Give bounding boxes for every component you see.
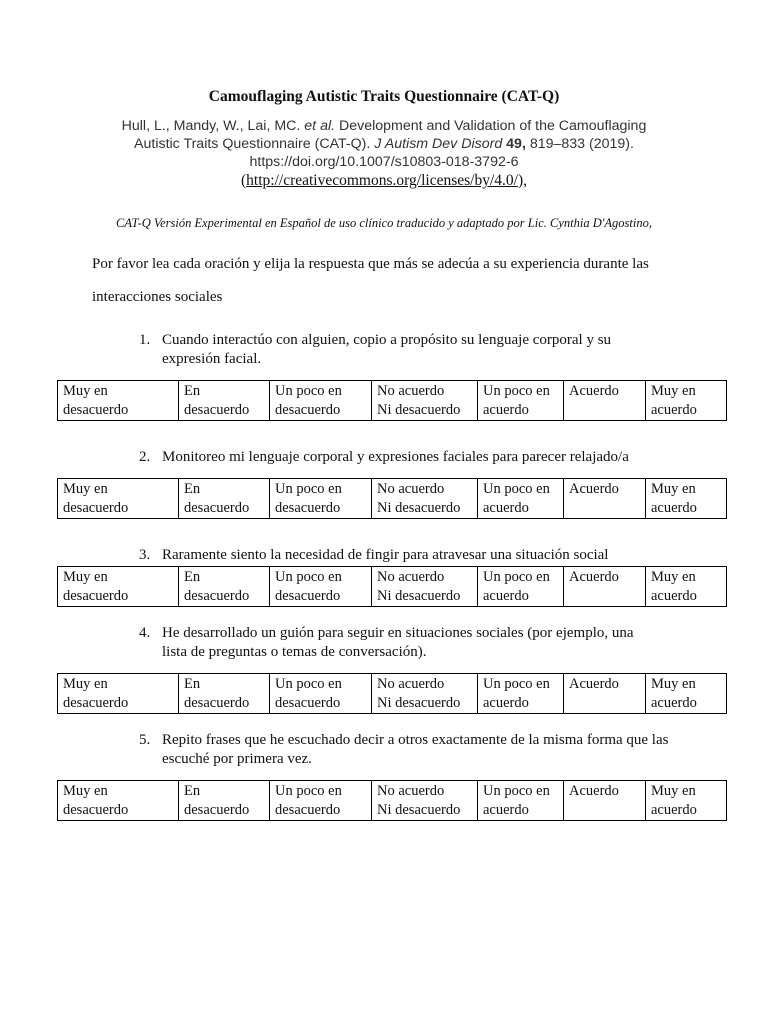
response-option-4[interactable] [372, 479, 478, 519]
option-label-line-2: acuerdo [651, 694, 697, 711]
citation-authors: Hull, L., Mandy, W., Lai, MC. [121, 118, 305, 134]
response-option-2[interactable] [179, 567, 270, 607]
option-label-line-1: No acuerdo [377, 569, 445, 585]
option-label-line-2: desacuerdo [184, 499, 250, 516]
response-option-6[interactable] [564, 674, 646, 714]
option-label-line-2: desacuerdo [184, 694, 250, 711]
response-option-6[interactable] [564, 781, 646, 821]
question-3 [139, 546, 679, 565]
response-option-5[interactable] [478, 674, 564, 714]
response-option-3[interactable] [270, 674, 372, 714]
license-line [60, 172, 708, 190]
question-number: 2. [139, 449, 151, 465]
response-option-2[interactable] [179, 479, 270, 519]
option-label-line-1: En [184, 383, 201, 399]
response-row [58, 567, 727, 607]
option-label-line-1: En [184, 783, 201, 799]
question-number: 3. [139, 547, 151, 563]
option-label-line-2: desacuerdo [63, 694, 129, 711]
option-label-line-2: Ni desacuerdo [377, 801, 461, 818]
option-label-line-1: No acuerdo [377, 676, 445, 692]
option-label-line-1: Acuerdo [569, 481, 619, 497]
option-label-line-1: Un poco en [483, 569, 550, 585]
option-label-line-1: Un poco en [483, 783, 550, 799]
question-4 [139, 624, 659, 662]
option-label-line-1: Muy en [651, 676, 696, 692]
option-label-line-2: desacuerdo [184, 401, 250, 418]
response-option-6[interactable] [564, 479, 646, 519]
response-option-4[interactable] [372, 567, 478, 607]
response-row [58, 674, 727, 714]
option-label-line-2: Ni desacuerdo [377, 499, 461, 516]
question-number: 1. [139, 332, 151, 348]
option-label-line-2: acuerdo [483, 587, 529, 604]
option-label-line-2: acuerdo [483, 801, 529, 818]
question-5 [139, 731, 669, 769]
option-label-line-2: acuerdo [483, 499, 529, 516]
option-label-line-1: Muy en [651, 783, 696, 799]
response-scale-2 [57, 478, 727, 519]
question-number: 5. [139, 732, 151, 748]
option-label-line-1: Muy en [63, 481, 108, 497]
question-text: Repito frases que he escuchado decir a otros exactamente de la misma forma que las escuché por primera vez. [162, 732, 669, 767]
option-label-line-1: Acuerdo [569, 569, 619, 585]
option-label-line-1: Muy en [63, 383, 108, 399]
option-label-line-1: En [184, 481, 201, 497]
response-option-7[interactable] [646, 781, 727, 821]
license-link[interactable]: http://creativecommons.org/licenses/by/4.0/ [246, 172, 518, 189]
response-option-1[interactable] [58, 381, 179, 421]
response-option-2[interactable] [179, 781, 270, 821]
response-option-7[interactable] [646, 674, 727, 714]
response-option-2[interactable] [179, 674, 270, 714]
citation-block [60, 117, 708, 190]
option-label-line-2: acuerdo [651, 499, 697, 516]
response-option-1[interactable] [58, 567, 179, 607]
option-label-line-2: desacuerdo [63, 801, 129, 818]
question-text: Monitoreo mi lenguaje corporal y expresiones faciales para parecer relajado/a [162, 449, 629, 465]
option-label-line-2: Ni desacuerdo [377, 694, 461, 711]
option-label-line-2: acuerdo [651, 801, 697, 818]
question-text: He desarrollado un guión para seguir en situaciones sociales (por ejemplo, una lista de preguntas o temas de conversación). [162, 625, 634, 660]
license-close: ), [517, 172, 527, 189]
option-label-line-2: desacuerdo [63, 587, 129, 604]
citation-line-1 [60, 117, 708, 135]
option-label-line-1: Un poco en [275, 481, 342, 497]
option-label-line-1: Un poco en [275, 569, 342, 585]
response-option-4[interactable] [372, 381, 478, 421]
option-label-line-1: En [184, 676, 201, 692]
response-option-6[interactable] [564, 567, 646, 607]
option-label-line-1: Un poco en [275, 783, 342, 799]
citation-journal: J Autism Dev Disord [374, 136, 503, 152]
option-label-line-1: Muy en [651, 383, 696, 399]
response-option-5[interactable] [478, 381, 564, 421]
option-label-line-1: Un poco en [275, 383, 342, 399]
citation-volume: 49, [502, 136, 526, 152]
option-label-line-1: Un poco en [483, 481, 550, 497]
response-row [58, 381, 727, 421]
option-label-line-2: desacuerdo [184, 587, 250, 604]
response-option-1[interactable] [58, 479, 179, 519]
response-option-3[interactable] [270, 567, 372, 607]
option-label-line-1: No acuerdo [377, 383, 445, 399]
option-label-line-1: Un poco en [275, 676, 342, 692]
document-title: Camouflaging Autistic Traits Questionnaire (CAT-Q) [208, 88, 560, 105]
option-label-line-1: Muy en [63, 783, 108, 799]
option-label-line-2: desacuerdo [184, 801, 250, 818]
response-option-1[interactable] [58, 781, 179, 821]
option-label-line-2: desacuerdo [275, 694, 341, 711]
option-label-line-2: desacuerdo [275, 401, 341, 418]
response-option-5[interactable] [478, 781, 564, 821]
response-option-6[interactable] [564, 381, 646, 421]
response-option-3[interactable] [270, 479, 372, 519]
citation-doi: https://doi.org/10.1007/s10803-018-3792-6 [249, 154, 519, 170]
option-label-line-1: Muy en [63, 569, 108, 585]
option-label-line-1: Acuerdo [569, 676, 619, 692]
citation-article-cont: Autistic Traits Questionnaire (CAT-Q). [134, 136, 375, 152]
response-option-4[interactable] [372, 674, 478, 714]
citation-et-al: et al. [304, 118, 336, 134]
option-label-line-1: Muy en [63, 676, 108, 692]
response-scale-5 [57, 780, 727, 821]
option-label-line-2: desacuerdo [275, 801, 341, 818]
response-option-4[interactable] [372, 781, 478, 821]
question-2 [139, 448, 679, 467]
response-option-5[interactable] [478, 479, 564, 519]
license-open: ( [241, 172, 247, 189]
citation-article: Development and Validation of the Camouflaging [335, 118, 647, 134]
citation-line-2 [60, 135, 708, 153]
question-1 [139, 331, 639, 369]
citation-pages: 819–833 (2019). [525, 136, 634, 152]
option-label-line-1: Acuerdo [569, 783, 619, 799]
option-label-line-1: No acuerdo [377, 481, 445, 497]
response-option-2[interactable] [179, 381, 270, 421]
option-label-line-2: desacuerdo [275, 499, 341, 516]
response-option-3[interactable] [270, 781, 372, 821]
option-label-line-2: desacuerdo [63, 499, 129, 516]
option-label-line-2: desacuerdo [275, 587, 341, 604]
option-label-line-1: No acuerdo [377, 783, 445, 799]
response-row [58, 479, 727, 519]
response-scale-3 [57, 566, 727, 607]
question-number: 4. [139, 625, 151, 641]
response-scale-4 [57, 673, 727, 714]
option-label-line-2: desacuerdo [63, 401, 129, 418]
option-label-line-2: Ni desacuerdo [377, 401, 461, 418]
response-option-3[interactable] [270, 381, 372, 421]
option-label-line-2: acuerdo [483, 694, 529, 711]
response-scale-1 [57, 380, 727, 421]
option-label-line-1: Un poco en [483, 676, 550, 692]
option-label-line-1: Muy en [651, 481, 696, 497]
option-label-line-1: Un poco en [483, 383, 550, 399]
response-option-5[interactable] [478, 567, 564, 607]
option-label-line-2: acuerdo [651, 587, 697, 604]
option-label-line-2: acuerdo [483, 401, 529, 418]
version-note: CAT-Q Versión Experimental en Español de uso clínico traducido y adaptado por Lic. Cynthia D'Agostino, [116, 216, 652, 230]
response-row [58, 781, 727, 821]
response-option-7[interactable] [646, 479, 727, 519]
instructions-line-2: interacciones sociales [92, 289, 223, 305]
response-option-1[interactable] [58, 674, 179, 714]
option-label-line-1: Acuerdo [569, 383, 619, 399]
option-label-line-2: Ni desacuerdo [377, 587, 461, 604]
question-text: Raramente siento la necesidad de fingir para atravesar una situación social [162, 547, 609, 563]
option-label-line-1: Muy en [651, 569, 696, 585]
instructions-line-1: Por favor lea cada oración y elija la respuesta que más se adecúa a su experiencia durante las [92, 256, 649, 272]
option-label-line-1: En [184, 569, 201, 585]
response-option-7[interactable] [646, 567, 727, 607]
option-label-line-2: acuerdo [651, 401, 697, 418]
response-option-7[interactable] [646, 381, 727, 421]
question-text: Cuando interactúo con alguien, copio a propósito su lenguaje corporal y su expresión facial. [162, 332, 612, 367]
